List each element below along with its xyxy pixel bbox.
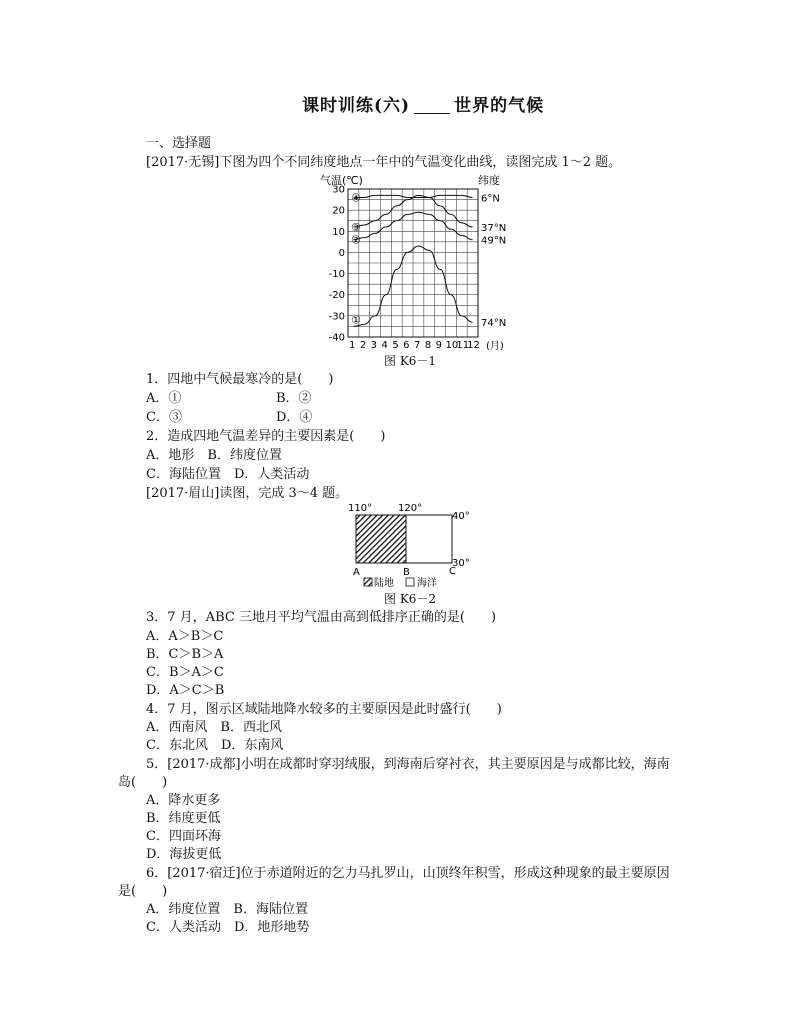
- x-tick-label: 8: [424, 340, 432, 350]
- q4-stem: 4．7 月，图示区域陆地降水较多的主要原因是此时盛行( ): [146, 702, 502, 717]
- section-heading: 一、选择题: [146, 136, 212, 151]
- q3-option-a: A．A＞B＞C: [146, 629, 224, 644]
- x-tick-label: 5: [392, 340, 399, 350]
- q1-option-a: A．①: [146, 391, 182, 406]
- lon-120-label: 120°: [398, 503, 423, 514]
- q5-option-c: C．四面环海: [146, 829, 221, 844]
- q5-stem-line2: 岛( ): [118, 775, 168, 790]
- figure-2-caption: 图 K6－2: [384, 592, 437, 606]
- q2-options-ab: A．地形 B．纬度位置: [146, 448, 282, 463]
- chart-grid: [348, 189, 478, 337]
- q6-options-ab: A．纬度位置 B．海陆位置: [146, 902, 308, 917]
- y-tick-label: 30: [332, 184, 345, 196]
- q3-stem: 3．7 月，ABC 三地月平均气温由高到低排序正确的是( ): [146, 610, 497, 625]
- title-left: 课时训练(六): [302, 96, 411, 116]
- x-tick-label: 7: [414, 340, 421, 350]
- x-tick-label: 9: [435, 340, 443, 350]
- title-right: 世界的气候: [454, 96, 545, 116]
- x-tick-label: 1: [349, 340, 356, 350]
- q3-option-d: D．A＞C＞B: [146, 683, 225, 698]
- y-tick-label: -10: [328, 269, 345, 281]
- legend-sea-swatch: [406, 578, 414, 586]
- y-tick-labels: [329, 185, 345, 344]
- lat-40-label: 40°: [452, 511, 470, 522]
- series-name-label: ③: [351, 221, 361, 235]
- x-tick-label: 11: [456, 340, 470, 350]
- latitude-value-label: 6°N: [481, 193, 500, 205]
- series-labels: [351, 191, 506, 329]
- q5-stem-line1: 5．[2017·成都]小明在成都时穿羽绒服，到海南后穿衬衣，其主要原因是与成都比较，海南: [146, 757, 670, 772]
- x-tick-label: 4: [381, 340, 388, 350]
- q1-option-b: B．②: [276, 391, 312, 406]
- x-tick-label: 6: [403, 340, 410, 350]
- y-tick-label: 20: [332, 205, 345, 217]
- region-map: [344, 502, 474, 588]
- x-tick-label: 2: [359, 340, 367, 350]
- x-tick-labels: [349, 340, 480, 350]
- point-b-label: B: [403, 567, 410, 578]
- x-tick-label: 10: [445, 340, 459, 350]
- page-title: [302, 98, 544, 114]
- x-axis-unit: (月): [486, 341, 504, 350]
- q5-option-d: D．海拔更低: [146, 847, 222, 862]
- land-area: [356, 515, 406, 563]
- q5-option-a: A．降水更多: [146, 793, 221, 808]
- q1-stem: 1．四地中气候最寒冷的是( ): [146, 372, 334, 387]
- lon-110-label: 110°: [348, 503, 373, 514]
- q4-options-ab: A．西南风 B．西北风: [146, 720, 282, 735]
- q2-options-cd: C．海陆位置 D．人类活动: [146, 467, 310, 482]
- series-name-label: ②: [351, 233, 361, 247]
- point-a-label: A: [353, 567, 360, 578]
- q1-option-c: C．③: [146, 410, 182, 425]
- q3-option-c: C．B＞A＞C: [146, 665, 224, 680]
- point-c-label: C: [449, 566, 456, 577]
- series-name-label: ④: [351, 191, 361, 205]
- q1-option-d: D．④: [276, 410, 313, 425]
- x-tick-label: 3: [370, 340, 378, 350]
- legend-sea-label: 海洋: [417, 578, 437, 588]
- legend-land-swatch: [364, 578, 372, 586]
- latitude-label: 纬度: [478, 174, 500, 187]
- q6-stem-line2: 是( ): [118, 884, 168, 899]
- y-tick-label: -20: [328, 290, 345, 302]
- y-tick-label: 10: [332, 226, 345, 238]
- temperature-chart: [316, 172, 536, 350]
- q6-stem-line1: 6．[2017·宿迁]位于赤道附近的乞力马扎罗山，山顶终年积雪，形成这种现象的最主要原因: [146, 866, 670, 881]
- q2-stem: 2．造成四地气温差异的主要因素是( ): [146, 429, 386, 444]
- y-tick-label: -30: [328, 311, 345, 323]
- y-tick-label: -40: [328, 332, 345, 344]
- series-name-label: ①: [351, 313, 361, 327]
- latitude-value-label: 37°N: [481, 223, 507, 235]
- q5-option-b: B．纬度更低: [146, 811, 221, 826]
- figure-1-caption: 图 K6－1: [384, 354, 437, 368]
- legend-land-label: 陆地: [374, 578, 394, 588]
- q6-options-cd: C．人类活动 D．地形地势: [146, 920, 310, 935]
- title-blank: [414, 99, 450, 114]
- latitude-value-label: 74°N: [481, 318, 507, 330]
- q4-options-cd: C．东北风 D．东南风: [146, 738, 284, 753]
- latitude-value-label: 49°N: [481, 235, 507, 247]
- intro-2: [2017·眉山]读图，完成 3～4 题。: [146, 486, 349, 501]
- y-tick-label: 0: [338, 247, 345, 259]
- intro-1: [2017·无锡]下图为四个不同纬度地点一年中的气温变化曲线，读图完成 1～2 题。: [146, 155, 622, 170]
- sea-area: [406, 515, 452, 563]
- lat-30-label: 30°: [452, 558, 470, 569]
- y-axis-label: 气温(℃): [320, 174, 363, 187]
- x-tick-label: 12: [467, 340, 480, 350]
- q3-option-b: B．C＞B＞A: [146, 647, 224, 662]
